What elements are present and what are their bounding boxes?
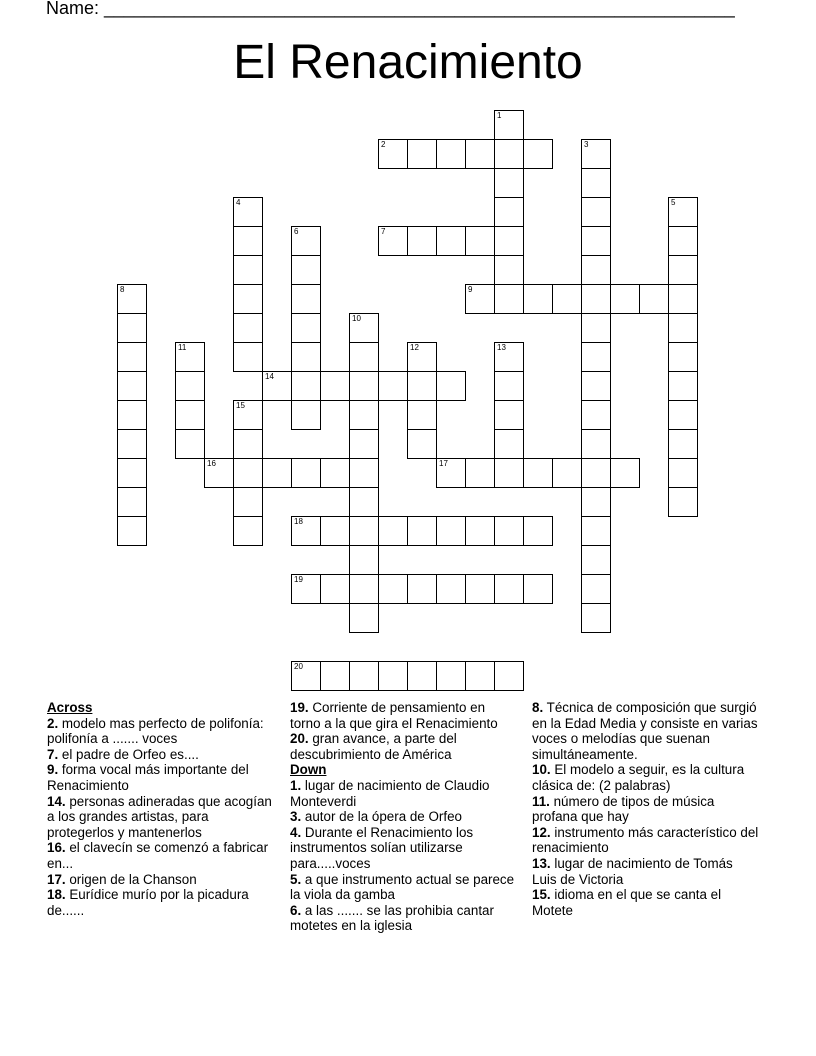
across-clue-list (47, 716, 275, 919)
grid-cell[interactable] (291, 313, 321, 343)
clue (290, 903, 518, 934)
grid-cell[interactable] (494, 342, 524, 372)
grid-cell[interactable] (581, 458, 611, 488)
clue-number: 7. (47, 746, 59, 762)
grid-cell[interactable] (175, 371, 205, 401)
grid-cell[interactable] (581, 603, 611, 633)
clue-number: 8. (532, 700, 544, 715)
grid-cell[interactable] (117, 371, 147, 401)
clue (290, 778, 518, 809)
clue-text: lugar de nacimiento de Tomás Luis de Victoria (532, 855, 733, 887)
clue-number: 9. (47, 762, 59, 778)
clue (47, 716, 275, 747)
grid-cell[interactable] (494, 371, 524, 401)
clue-number: 18. (47, 887, 66, 903)
grid-cell[interactable] (494, 400, 524, 430)
cell-number: 18 (294, 517, 303, 526)
cell-number: 12 (410, 343, 419, 352)
clue-number: 12. (532, 824, 551, 840)
grid-cell[interactable] (349, 603, 379, 633)
grid-cell[interactable] (668, 458, 698, 488)
clue (290, 825, 518, 872)
grid-cell[interactable] (639, 284, 669, 314)
grid-cell[interactable] (668, 371, 698, 401)
grid-cell[interactable] (117, 400, 147, 430)
grid-cell[interactable] (291, 458, 321, 488)
cell-number: 15 (236, 401, 245, 410)
grid-cell[interactable] (668, 284, 698, 314)
grid-cell[interactable] (610, 284, 640, 314)
grid-cell[interactable] (581, 429, 611, 459)
grid-cell[interactable] (581, 139, 611, 169)
cell-number: 20 (294, 662, 303, 671)
clue (532, 825, 760, 856)
grid-cell[interactable] (552, 284, 582, 314)
clue-number: 11. (532, 793, 550, 809)
clue-text: instrumento más característico del renacimiento (532, 824, 759, 856)
cell-number: 10 (352, 314, 361, 323)
grid-cell[interactable] (233, 400, 263, 430)
grid-cell[interactable] (233, 429, 263, 459)
across-heading: Across (47, 700, 93, 715)
clue-number: 19. (290, 700, 309, 715)
grid-cell[interactable] (233, 284, 263, 314)
clue-number: 16. (47, 840, 66, 856)
grid-cell[interactable] (349, 516, 379, 546)
clues-column-1 (47, 700, 275, 918)
grid-cell[interactable] (436, 226, 466, 256)
page-title: El Renacimiento (233, 36, 583, 89)
cell-number: 1 (497, 111, 502, 120)
clue-text: Técnica de composición que surgió en la Edad Media y consiste en varias voces o melodías que suenan simultáneamente. (532, 700, 758, 762)
grid-cell[interactable] (494, 516, 524, 546)
clue (532, 887, 760, 918)
grid-cell[interactable] (436, 661, 466, 691)
grid-cell[interactable] (465, 226, 495, 256)
across-clue-list-continued (290, 700, 518, 762)
grid-cell[interactable] (610, 458, 640, 488)
grid-cell[interactable] (117, 458, 147, 488)
clue (290, 809, 518, 825)
grid-cell[interactable] (291, 255, 321, 285)
grid-cell[interactable] (291, 574, 321, 604)
grid-cell[interactable] (494, 458, 524, 488)
grid-cell[interactable] (349, 487, 379, 517)
grid-cell[interactable] (523, 574, 553, 604)
grid-cell[interactable] (407, 429, 437, 459)
grid-cell[interactable] (117, 313, 147, 343)
cell-number: 7 (381, 227, 386, 236)
clue-number: 3. (290, 809, 302, 825)
clue (47, 840, 275, 871)
clue-text: idioma en el que se canta el Motete (532, 887, 722, 918)
grid-cell[interactable] (233, 342, 263, 372)
grid-cell[interactable] (291, 371, 321, 401)
clue (47, 747, 275, 763)
grid-cell[interactable] (436, 458, 466, 488)
clue-text: a que instrumento actual se parece la viola da gamba (290, 871, 515, 903)
grid-cell[interactable] (523, 458, 553, 488)
clue (47, 762, 275, 793)
grid-cell[interactable] (523, 284, 553, 314)
grid-cell[interactable] (117, 516, 147, 546)
grid-cell[interactable] (668, 400, 698, 430)
grid-cell[interactable] (581, 313, 611, 343)
cell-number: 17 (439, 459, 448, 468)
grid-cell[interactable] (233, 516, 263, 546)
grid-cell[interactable] (494, 284, 524, 314)
grid-cell[interactable] (349, 545, 379, 575)
clue-text: Durante el Renacimiento los instrumentos solían utilizarse para.....voces (290, 824, 474, 871)
grid-cell[interactable] (349, 661, 379, 691)
grid-cell[interactable] (407, 342, 437, 372)
grid-cell[interactable] (552, 458, 582, 488)
grid-cell[interactable] (523, 139, 553, 169)
grid-cell[interactable] (581, 400, 611, 430)
grid-cell[interactable] (117, 429, 147, 459)
cell-number: 6 (294, 227, 299, 236)
grid-cell[interactable] (407, 139, 437, 169)
clue-text: el padre de Orfeo es.... (58, 746, 199, 762)
clue-text: forma vocal más importante del Renacimiento (47, 762, 249, 793)
clue-number: 2. (47, 715, 59, 731)
grid-cell[interactable] (668, 255, 698, 285)
clue (47, 887, 275, 918)
grid-cell[interactable] (494, 168, 524, 198)
clue-number: 5. (290, 871, 302, 887)
grid-cell[interactable] (378, 574, 408, 604)
grid-cell[interactable] (407, 400, 437, 430)
name-label: Name: (46, 0, 105, 18)
clue-text: autor de la ópera de Orfeo (301, 809, 462, 825)
down-heading: Down (290, 762, 327, 778)
grid-cell[interactable] (262, 371, 292, 401)
grid-cell[interactable] (494, 139, 524, 169)
grid-cell[interactable] (233, 226, 263, 256)
grid-cell[interactable] (117, 342, 147, 372)
cell-number: 5 (671, 198, 676, 207)
grid-cell[interactable] (378, 516, 408, 546)
clue-number: 6. (290, 902, 302, 918)
grid-cell[interactable] (465, 139, 495, 169)
clue-number: 20. (290, 731, 309, 747)
clue-number: 14. (47, 793, 66, 809)
grid-cell[interactable] (668, 487, 698, 517)
grid-cell[interactable] (291, 284, 321, 314)
clue-text: Eurídice murío por la picadura de...... (47, 887, 249, 918)
grid-cell[interactable] (291, 226, 321, 256)
grid-cell[interactable] (465, 284, 495, 314)
grid-cell[interactable] (349, 400, 379, 430)
clue (532, 700, 760, 762)
grid-cell[interactable] (117, 487, 147, 517)
grid-cell[interactable] (349, 458, 379, 488)
grid-cell[interactable] (581, 545, 611, 575)
grid-cell[interactable] (291, 516, 321, 546)
clue-text: número de tipos de música profana que hay (532, 793, 715, 825)
clue-text: personas adineradas que acogían a los grandes artistas, para protegerlos y mantenerlos (47, 793, 272, 840)
grid-cell[interactable] (233, 197, 263, 227)
grid-cell[interactable] (262, 458, 292, 488)
clue-text: a las ....... se las prohibia cantar motetes en la iglesia (290, 902, 494, 934)
grid-cell[interactable] (291, 661, 321, 691)
clues-column-3 (532, 700, 760, 918)
grid-cell[interactable] (436, 516, 466, 546)
grid-cell[interactable] (436, 139, 466, 169)
clue-text: gran avance, a parte del descubrimiento de América (290, 731, 457, 762)
cell-number: 9 (468, 285, 473, 294)
grid-cell[interactable] (581, 342, 611, 372)
cell-number: 11 (178, 343, 187, 352)
grid-cell[interactable] (581, 168, 611, 198)
grid-cell[interactable] (233, 255, 263, 285)
grid-cell[interactable] (581, 197, 611, 227)
grid-cell[interactable] (204, 458, 234, 488)
clue (290, 700, 518, 731)
cell-number: 3 (584, 140, 589, 149)
clues-column-2 (290, 700, 518, 934)
grid-cell[interactable] (581, 516, 611, 546)
grid-cell[interactable] (465, 574, 495, 604)
grid-cell[interactable] (668, 197, 698, 227)
clue (47, 872, 275, 888)
grid-cell[interactable] (378, 661, 408, 691)
cell-number: 13 (497, 343, 506, 352)
cell-number: 16 (207, 459, 216, 468)
grid-cell[interactable] (320, 661, 350, 691)
grid-cell[interactable] (581, 574, 611, 604)
grid-cell[interactable] (291, 400, 321, 430)
grid-cell[interactable] (407, 516, 437, 546)
grid-cell[interactable] (465, 661, 495, 691)
grid-cell[interactable] (378, 226, 408, 256)
clue-text: Corriente de pensamiento en torno a la que gira el Renacimiento (290, 700, 498, 731)
clue-text: lugar de nacimiento de Claudio Monteverdi (290, 777, 490, 809)
clue-number: 17. (47, 871, 66, 887)
grid-cell[interactable] (494, 110, 524, 140)
name-blank[interactable]: _______________________________________________________________ (104, 0, 735, 18)
clue (47, 794, 275, 841)
grid-cell[interactable] (494, 255, 524, 285)
grid-cell[interactable] (494, 574, 524, 604)
grid-cell[interactable] (465, 458, 495, 488)
grid-cell[interactable] (581, 226, 611, 256)
clue (532, 794, 760, 825)
grid-cell[interactable] (117, 284, 147, 314)
grid-cell[interactable] (175, 400, 205, 430)
clue (532, 856, 760, 887)
clue-number: 1. (290, 777, 302, 793)
grid-cell[interactable] (320, 458, 350, 488)
grid-cell[interactable] (581, 255, 611, 285)
grid-cell[interactable] (407, 661, 437, 691)
clue-text: origen de la Chanson (65, 871, 197, 887)
grid-cell[interactable] (523, 516, 553, 546)
clue (290, 872, 518, 903)
clue-number: 10. (532, 762, 551, 778)
clue-text: modelo mas perfecto de polifonía: polifonía a ....... voces (47, 715, 264, 747)
grid-cell[interactable] (320, 516, 350, 546)
clue-number: 15. (532, 887, 551, 903)
grid-cell[interactable] (494, 429, 524, 459)
grid-cell[interactable] (407, 226, 437, 256)
grid-cell[interactable] (233, 458, 263, 488)
grid-cell[interactable] (494, 197, 524, 227)
grid-cell[interactable] (349, 342, 379, 372)
grid-cell[interactable] (494, 226, 524, 256)
grid-cell[interactable] (175, 342, 205, 372)
clue-number: 4. (290, 824, 302, 840)
cell-number: 2 (381, 140, 386, 149)
clue (532, 762, 760, 793)
grid-cell[interactable] (407, 371, 437, 401)
grid-cell[interactable] (436, 574, 466, 604)
grid-cell[interactable] (378, 139, 408, 169)
grid-cell[interactable] (291, 342, 321, 372)
grid-cell[interactable] (668, 226, 698, 256)
grid-cell[interactable] (233, 313, 263, 343)
grid-cell[interactable] (407, 574, 437, 604)
grid-cell[interactable] (349, 429, 379, 459)
clue-text: el clavecín se comenzó a fabricar en... (47, 840, 269, 871)
grid-cell[interactable] (378, 371, 408, 401)
clue-number: 13. (532, 855, 551, 871)
grid-cell[interactable] (349, 313, 379, 343)
grid-cell[interactable] (349, 574, 379, 604)
clue (290, 731, 518, 762)
grid-cell[interactable] (175, 429, 205, 459)
grid-cell[interactable] (581, 487, 611, 517)
cell-number: 4 (236, 198, 241, 207)
cell-number: 19 (294, 575, 303, 584)
cell-number: 14 (265, 372, 274, 381)
grid-cell[interactable] (668, 429, 698, 459)
grid-cell[interactable] (320, 371, 350, 401)
grid-cell[interactable] (581, 371, 611, 401)
grid-cell[interactable] (668, 313, 698, 343)
down-clue-list-continued (532, 700, 760, 918)
down-clue-list (290, 778, 518, 934)
grid-cell[interactable] (581, 284, 611, 314)
clue-text: El modelo a seguir, es la cultura clásica de: (2 palabras) (532, 762, 745, 793)
grid-cell[interactable] (465, 516, 495, 546)
grid-cell[interactable] (349, 371, 379, 401)
grid-cell[interactable] (436, 371, 466, 401)
grid-cell[interactable] (494, 661, 524, 691)
grid-cell[interactable] (320, 574, 350, 604)
cell-number: 8 (120, 285, 125, 294)
grid-cell[interactable] (668, 342, 698, 372)
grid-cell[interactable] (233, 487, 263, 517)
